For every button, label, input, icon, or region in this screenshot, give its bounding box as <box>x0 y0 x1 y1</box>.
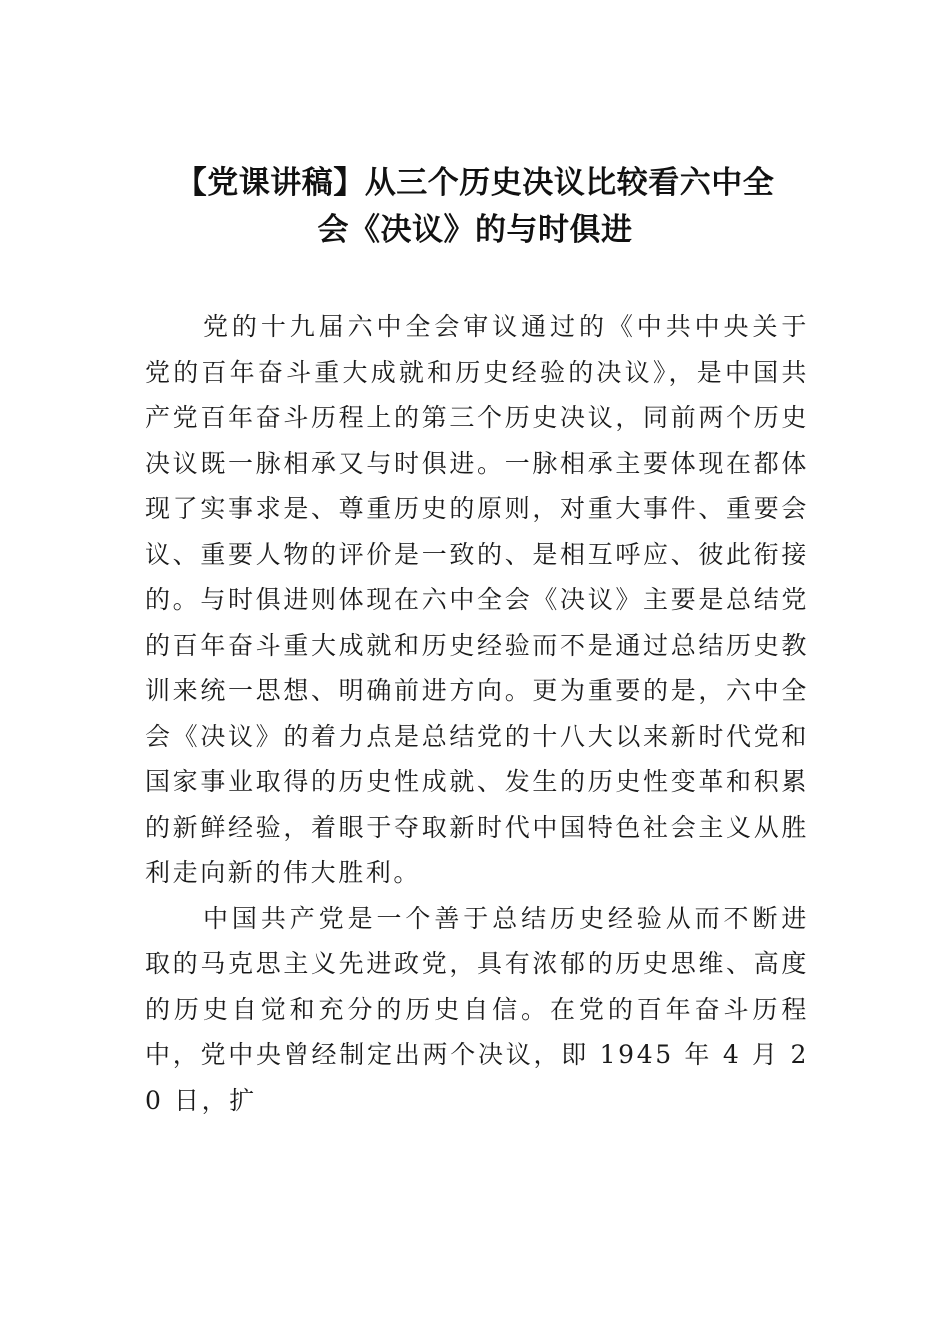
paragraph-1: 党的十九届六中全会审议通过的《中共中央关于党的百年奋斗重大成就和历史经验的决议》，是中国共产党百年奋斗历程上的第三个历史决议，同前两个历史决议既一脉相承又与时俱进。一脉相承主要体现在都体现了实事求是、尊重历史的原则，对重大事件、重要会议、重要人物的评价是一致的、是相互呼应、彼此衔接的。与时俱进则体现在六中全会《决议》主要是总结党的百年奋斗重大成就和历史经验而不是通过总结历史教训来统一思想、明确前进方向。更为重要的是，六中全会《决议》的着力点是总结党的十八大以来新时代党和国家事业取得的历史性成就、发生的历史性变革和积累的新鲜经验，着眼于夺取新时代中国特色社会主义从胜利走向新的伟大胜利。 <box>145 312 809 887</box>
title-line-2: 会《决议》的与时俱进 <box>317 212 633 248</box>
document-body <box>145 304 809 1123</box>
document-title <box>130 160 820 254</box>
title-line-1: 【党课讲稿】从三个历史决议比较看六中全 <box>175 165 775 201</box>
paragraph-2: 中国共产党是一个善于总结历史经验从而不断进取的马克思主义先进政党，具有浓郁的历史思维、高度的历史自觉和充分的历史自信。在党的百年奋斗历程中，党中央曾经制定出两个决议，即 1945 年 4 月 20 日，扩 <box>145 903 809 1115</box>
